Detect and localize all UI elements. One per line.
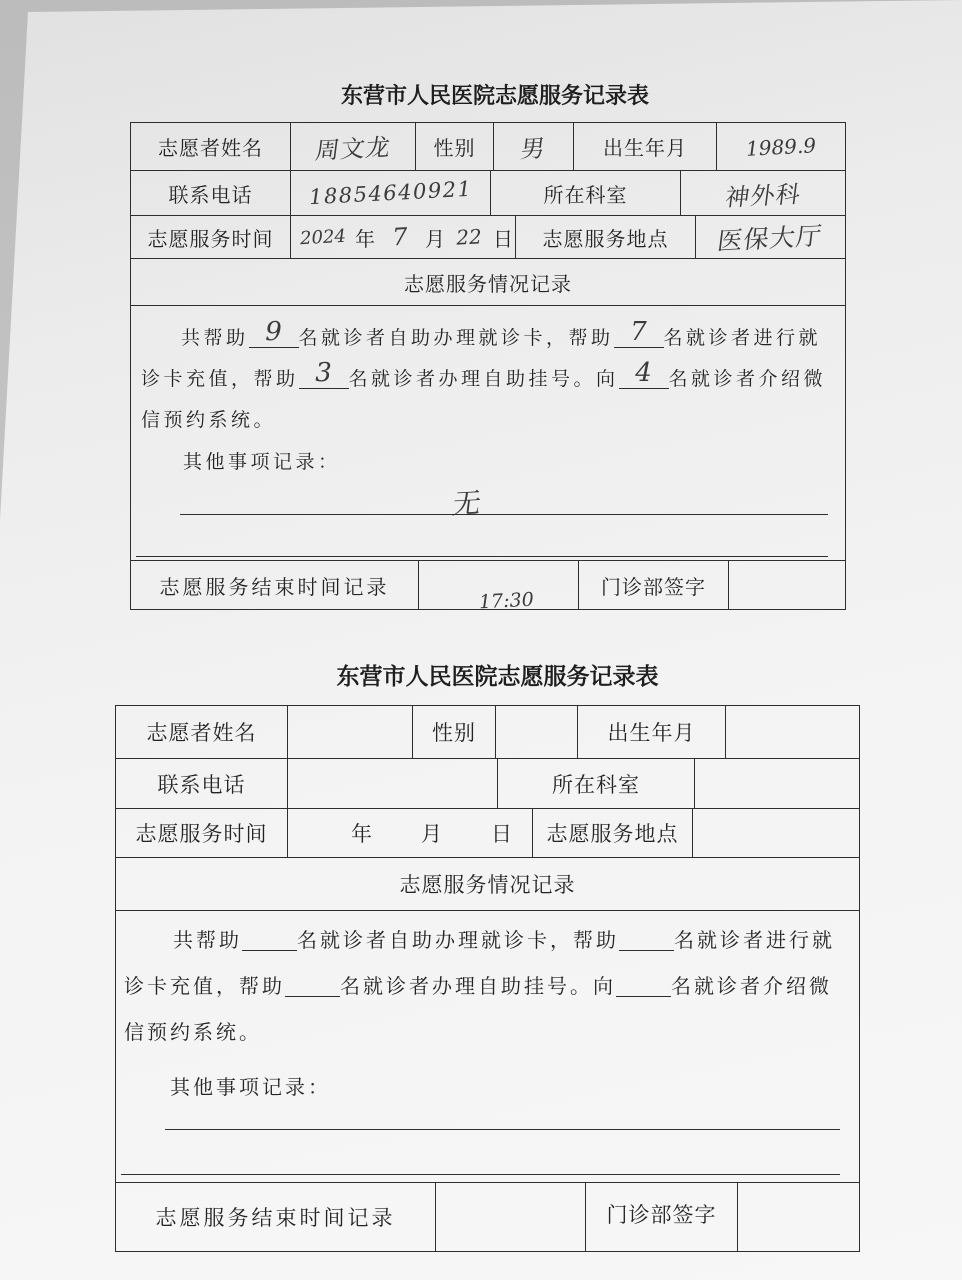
service-date-cell	[291, 216, 516, 258]
volunteer-name-label: 志愿者姓名	[131, 123, 291, 170]
other-matters-label: 其他事项记录：	[170, 1075, 331, 1099]
record-table	[130, 122, 846, 614]
record-text	[124, 917, 845, 1055]
outpatient-signature-cell	[738, 1183, 859, 1251]
birth-label: 出生年月	[574, 123, 717, 170]
count-blank	[249, 317, 299, 348]
birth-cell	[717, 123, 845, 170]
phone-value: 18854640921	[308, 176, 473, 210]
count-blank	[616, 977, 671, 997]
end-time-label: 志愿服务结束时间记录	[116, 1183, 436, 1251]
info-row-2	[131, 171, 845, 216]
count-blank	[619, 931, 674, 951]
other-matters-line-1	[165, 1129, 840, 1130]
birth-value: 1989.9	[745, 132, 817, 161]
record-header: 志愿服务情况记录	[404, 271, 572, 296]
service-time-label: 志愿服务时间	[131, 216, 291, 258]
record-segment: 名就诊者自助办理就诊卡，帮助	[297, 928, 619, 952]
day-unit: 日	[493, 226, 513, 251]
phone-cell	[291, 171, 491, 215]
gender-value: 男	[518, 134, 548, 164]
gender-label: 性别	[413, 706, 496, 758]
date-month-group	[372, 818, 442, 848]
service-date-cell	[288, 809, 533, 857]
date-day-group	[442, 818, 512, 848]
department-cell	[681, 171, 845, 215]
count-value: 4	[635, 358, 652, 388]
count-blank	[619, 358, 669, 389]
department-label: 所在科室	[491, 171, 681, 215]
year-unit: 年	[351, 822, 372, 846]
record-table	[115, 705, 860, 1252]
info-row-3	[116, 809, 859, 858]
volunteer-name-cell	[291, 123, 416, 170]
other-matters-value: 无	[450, 486, 484, 521]
outpatient-signature-label: 门诊部签字	[586, 1183, 738, 1251]
end-time-cell	[419, 561, 579, 614]
info-row-3	[131, 216, 845, 259]
service-place-value: 医保大厅	[716, 221, 825, 256]
other-matters-line-2	[121, 1174, 840, 1175]
service-place-label: 志愿服务地点	[516, 216, 696, 258]
volunteer-name-label: 志愿者姓名	[116, 706, 288, 758]
date-day-group	[445, 223, 513, 252]
month-unit: 月	[421, 822, 442, 846]
phone-cell	[288, 759, 498, 808]
end-time-label: 志愿服务结束时间记录	[131, 561, 419, 609]
year-unit: 年	[355, 226, 375, 251]
footer-row	[116, 1183, 859, 1251]
form-title: 东营市人民医院志愿服务记录表	[336, 664, 659, 690]
gender-cell	[496, 706, 578, 758]
date-month-group	[375, 223, 445, 252]
record-segment: 名就诊者办理自助挂号。向	[340, 974, 616, 998]
month-unit: 月	[425, 226, 445, 251]
service-date-day	[442, 832, 491, 835]
service-date-month	[372, 832, 421, 835]
date-year-group	[291, 223, 375, 252]
birth-label: 出生年月	[578, 706, 726, 758]
record-segment: 名就诊者自助办理就诊卡，帮助	[298, 327, 614, 349]
count-blank	[614, 317, 664, 348]
info-row-1	[116, 706, 859, 759]
record-body	[131, 306, 845, 560]
birth-cell	[726, 706, 859, 758]
footer-row	[131, 561, 845, 614]
volunteer-record-form-blank	[115, 658, 860, 1252]
service-date-day: 22	[455, 224, 483, 250]
department-value: 神外科	[723, 179, 803, 212]
day-unit: 日	[491, 822, 512, 846]
record-segment: 共帮助	[181, 327, 249, 349]
department-cell	[695, 759, 859, 808]
volunteer-record-form-filled	[130, 80, 846, 614]
end-time-cell	[436, 1183, 586, 1251]
outpatient-signature-cell	[729, 561, 845, 609]
record-text	[141, 318, 835, 441]
count-blank	[242, 931, 297, 951]
date-year-group	[288, 818, 372, 848]
service-date-year: 2024	[299, 225, 347, 249]
service-place-label: 志愿服务地点	[533, 809, 693, 857]
record-segment: 名就诊者介绍微信预约系统。	[124, 974, 832, 1044]
count-value: 9	[265, 317, 282, 347]
record-body-row	[116, 911, 859, 1183]
outpatient-signature-label: 门诊部签字	[579, 561, 729, 609]
count-value: 3	[315, 358, 332, 388]
record-header: 志愿服务情况记录	[399, 873, 576, 897]
form-title: 东营市人民医院志愿服务记录表	[340, 84, 649, 109]
other-matters-line-2	[136, 556, 828, 557]
other-matters-line-1	[180, 514, 828, 515]
gender-cell	[494, 123, 574, 170]
service-date-year	[288, 831, 351, 834]
volunteer-name-cell	[288, 706, 413, 758]
other-matters-label: 其他事项记录：	[183, 451, 341, 473]
record-body	[116, 911, 859, 1182]
count-blank	[299, 358, 349, 389]
record-segment: 名就诊者进行就诊卡充值，帮助	[124, 928, 835, 998]
end-time-value: 17:30	[478, 588, 535, 614]
service-place-cell	[696, 216, 845, 258]
volunteer-name-value: 周文龙	[313, 133, 393, 165]
info-row-2	[116, 759, 859, 809]
record-segment: 名就诊者进行就诊卡充值，帮助	[141, 327, 822, 390]
service-date-month: 7	[391, 222, 409, 252]
phone-label: 联系电话	[116, 759, 288, 808]
phone-label: 联系电话	[131, 171, 291, 215]
record-header-row	[131, 259, 845, 306]
record-segment: 名就诊者介绍微信预约系统。	[141, 368, 827, 431]
gender-label: 性别	[416, 123, 494, 170]
count-value: 7	[630, 317, 647, 347]
record-segment: 名就诊者办理自助挂号。向	[348, 368, 619, 390]
info-row-1	[131, 123, 845, 171]
record-header-row	[116, 858, 859, 911]
record-body-row	[131, 306, 845, 561]
service-time-label: 志愿服务时间	[116, 809, 288, 857]
count-blank	[285, 977, 340, 997]
department-label: 所在科室	[498, 759, 695, 808]
record-segment: 共帮助	[173, 928, 242, 952]
service-place-cell	[693, 809, 859, 857]
